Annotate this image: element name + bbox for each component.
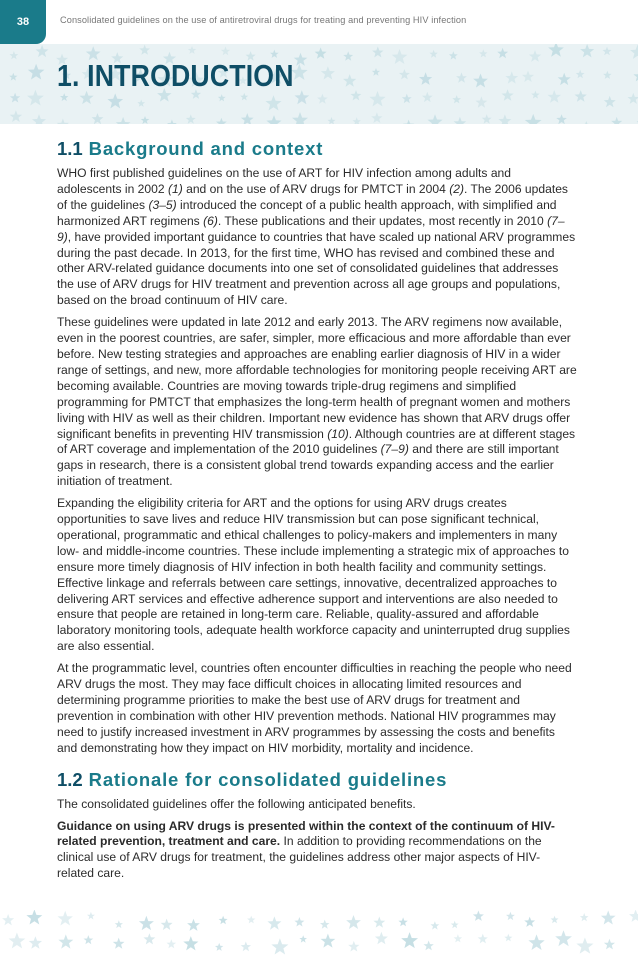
star-shape (531, 91, 540, 99)
star-shape (548, 90, 562, 103)
star-shape (629, 910, 638, 922)
star-shape (321, 934, 336, 948)
star-shape (402, 94, 412, 103)
paragraph (57, 797, 577, 813)
section-heading-1-1 (57, 138, 577, 160)
star-shape (58, 934, 73, 948)
text-run: . Although countries are at different stages of ART coverage and implementation of the 2010 guidelines (57, 426, 576, 457)
star-shape (27, 90, 44, 106)
section-number: 1.1 (57, 138, 83, 159)
footer-star-band (0, 910, 638, 958)
section-title: Rationale for consolidated guidelines (88, 768, 448, 790)
star-shape (221, 47, 230, 56)
star-shape (576, 938, 593, 954)
star-shape (188, 46, 196, 54)
star-shape (556, 114, 567, 124)
star-shape (506, 912, 515, 920)
paragraph (57, 496, 577, 655)
star-shape (321, 66, 335, 79)
star-shape (524, 917, 535, 927)
star-shape (161, 919, 173, 930)
text-run: These guidelines were updated in late 2012 and early 2013. The ARV regimens now available, even in the poorest countries, are safer, simpler, more efficacious and more affordable than ever before. New testing strategies and approaches are enabling earlier diagnosis of HIV in a wider range of settings, and new, more affordable technologies for monitoring people receiving ART are becoming available. Countries are moving towards triple-drug regimens and simplified programming for PMTCT that emphasizes the long-term health of pregnant women and mothers living with HIV as well as their children. Important new evidence has shown that ARV drugs offer significant benefits in preventing HIV transmission (57, 315, 577, 441)
star-shape (582, 121, 591, 124)
star-shape (240, 93, 248, 101)
star-shape (218, 94, 226, 101)
star-shape (401, 932, 418, 948)
star-shape (26, 910, 42, 925)
main-content (57, 138, 577, 888)
star-shape (294, 917, 304, 927)
star-shape (57, 119, 69, 125)
star-shape (141, 116, 150, 124)
star-shape (295, 90, 310, 104)
star-shape (348, 941, 359, 952)
star-shape (353, 117, 361, 124)
page-number: 38 (0, 0, 46, 44)
star-shape (454, 117, 467, 124)
text-run: . The 2006 updates of the guidelines (57, 181, 568, 212)
star-shape (478, 934, 488, 944)
star-shape (320, 920, 330, 929)
star-shape (576, 70, 585, 78)
star-shape (403, 120, 414, 124)
star-shape (186, 114, 196, 123)
star-shape (601, 911, 616, 925)
star-shape (419, 72, 432, 85)
citation-ref: (7–9) (57, 213, 565, 244)
text-run: , have provided important guidance to countries that have scaled up national ARV programmes during the past decade. In 2013, for the first time, WHO has revised and combined these and other ARV-related guidance documents into one set of consolidated guidelines that addresses the use of ARV drugs for HIV treatment and prevention across all age groups and populations, based on the broad continuum of HIV care. (57, 229, 576, 308)
text-run: In addition to providing recommendations on the clinical use of ARV drugs for treatment, the guidelines address other major aspects of HIV-related care. (57, 834, 542, 881)
star-shape (454, 934, 463, 942)
section-number: 1.2 (57, 768, 83, 790)
star-shape (630, 45, 638, 59)
paragraph (57, 166, 577, 309)
citation-ref: (3–5) (148, 197, 177, 212)
text-run: Expanding the eligibility criteria for ART and the options for using ARV drugs creates opportunities to save lives and reduce HIV transmission but can pose significant technical, operational, programmatic and ethical challenges to policy-makers and implementers in many low- and middle-income countries. These include implementing a strategic mix of approaches to ensure more timely diagnosis of HIV infection in both health facility and community settings. Effective linkage and referrals between care settings, innovative, decentralized approaches to delivering ART services and effective adherence support and interventions are also needed to ensure that people are retained in long-term care. Reliable, quality-assured and affordable laboratory monitoring tools, adequate health workforce capacity and uninterrupted drug supplies are also essential. (57, 496, 570, 654)
star-shape (422, 92, 433, 102)
star-shape (548, 44, 564, 57)
star-shape (502, 89, 514, 101)
chapter-title (57, 58, 294, 94)
star-shape (241, 113, 254, 124)
star-shape (317, 94, 328, 104)
star-shape (107, 93, 123, 108)
star-shape (371, 112, 382, 123)
star-shape (603, 71, 612, 79)
star-shape (351, 90, 362, 100)
star-shape (575, 90, 587, 102)
star-shape (504, 934, 512, 942)
section-heading-1-2 (57, 769, 577, 791)
text-run: and on the use of ARV drugs for PMTCT in 2004 (182, 181, 450, 196)
star-shape (369, 91, 385, 106)
star-shape (498, 114, 511, 124)
star-shape (424, 941, 434, 951)
paragraph (57, 661, 577, 756)
star-shape (429, 50, 437, 58)
star-shape (2, 914, 14, 925)
bold-text: Guidance on using ARV drugs is presented within the context of the continuum of HIV-related prevention, treatment and care. (57, 818, 555, 849)
citation-ref: (2) (449, 181, 464, 196)
star-shape (247, 916, 255, 924)
star-shape (343, 51, 353, 60)
section-title: Background and context (88, 138, 324, 159)
star-shape (611, 117, 622, 124)
star-shape (482, 114, 492, 124)
star-shape (505, 71, 518, 83)
star-shape (270, 50, 279, 58)
star-shape (328, 117, 336, 124)
text-run: The consolidated guidelines offer the following anticipated benefits. (57, 796, 416, 811)
star-shape (215, 943, 223, 951)
star-shape (372, 68, 380, 76)
star-pattern-decoration (0, 910, 638, 958)
star-shape (473, 74, 488, 88)
star-shape (479, 49, 487, 57)
star-shape (452, 95, 461, 103)
star-shape (529, 50, 541, 62)
star-shape (580, 44, 594, 57)
star-shape (522, 71, 534, 82)
star-shape (216, 118, 227, 124)
star-shape (428, 114, 443, 124)
star-shape (241, 942, 251, 952)
running-header: Consolidated guidelines on the use of antiretroviral drugs for treating and preventing HIV infection (60, 15, 467, 25)
paragraph (57, 315, 577, 490)
text-run: introduced the concept of a public health approach, with simplified and harmonized ART regimens (57, 197, 557, 228)
star-shape (9, 933, 26, 949)
star-shape (299, 935, 307, 942)
star-shape (551, 916, 559, 924)
star-shape (392, 49, 408, 64)
star-shape (137, 100, 145, 107)
star-shape (87, 912, 95, 920)
star-shape (431, 921, 440, 929)
star-shape (633, 70, 638, 81)
star-shape (167, 939, 177, 948)
star-shape (473, 911, 484, 921)
star-shape (10, 93, 20, 103)
star-shape (58, 911, 73, 926)
star-shape (28, 64, 45, 80)
star-shape (497, 48, 508, 58)
star-shape (139, 916, 154, 930)
star-shape (373, 917, 385, 928)
star-shape (266, 95, 282, 110)
star-shape (167, 120, 177, 125)
star-shape (346, 915, 361, 929)
star-shape (315, 47, 327, 58)
text-run: At the programmatic level, countries often encounter difficulties in reaching the people who need ARV drugs the most. They may face difficult choices in allocating limited resources and determining programme priorities to make the best use of ARV drugs for treatment and prevention in combination with other HIV prevention methods. National HIV programmes may need to justify increased investment in ARV programmes by assessing the costs and benefits and demonstrating how they impact on HIV morbidity, mortality and incidence. (57, 661, 572, 755)
star-shape (113, 938, 125, 949)
star-shape (528, 934, 544, 950)
star-shape (343, 74, 356, 87)
star-shape (266, 115, 281, 124)
star-shape (604, 939, 615, 950)
star-shape (139, 45, 150, 55)
star-shape (84, 935, 94, 944)
citation-ref: (7–9) (380, 442, 409, 457)
paragraph (57, 819, 577, 883)
star-shape (580, 913, 589, 921)
star-shape (183, 936, 198, 950)
chapter-number: 1. (57, 58, 80, 93)
star-shape (603, 47, 612, 56)
star-shape (36, 45, 49, 57)
chapter-title-text: INTRODUCTION (87, 58, 294, 93)
star-shape (476, 96, 488, 107)
star-shape (555, 930, 572, 946)
star-shape (398, 917, 407, 926)
star-shape (558, 73, 571, 85)
star-shape (449, 51, 458, 59)
star-shape (604, 96, 616, 107)
star-shape (219, 916, 228, 925)
star-shape (292, 112, 308, 124)
star-shape (456, 72, 467, 82)
text-run: WHO first published guidelines on the use of ART for HIV infection among adults and adolescents in 2002 (57, 166, 511, 196)
star-shape (399, 69, 410, 79)
text-run: and there are still important gaps in research, there is a consistent global trend towards expanding access and the earlier initiation of treatment. (57, 442, 559, 489)
citation-ref: (6) (203, 213, 218, 228)
citation-ref: (1) (167, 181, 183, 196)
star-shape (271, 938, 288, 954)
text-run: . These publications and their updates, most recently in 2010 (217, 213, 548, 228)
citation-ref: (10) (327, 426, 349, 441)
star-shape (294, 53, 308, 66)
star-shape (375, 932, 388, 944)
star-shape (372, 47, 383, 58)
star-shape (267, 916, 281, 929)
star-shape (9, 73, 17, 81)
star-shape (451, 921, 459, 928)
star-shape (32, 114, 46, 124)
star-shape (92, 113, 104, 124)
star-shape (29, 936, 42, 949)
star-shape (187, 919, 200, 931)
star-shape (60, 93, 68, 101)
star-shape (10, 110, 22, 122)
star-shape (116, 117, 131, 124)
star-shape (628, 93, 638, 104)
star-shape (525, 114, 542, 124)
star-shape (115, 920, 123, 928)
star-shape (10, 51, 19, 59)
star-shape (144, 933, 156, 944)
